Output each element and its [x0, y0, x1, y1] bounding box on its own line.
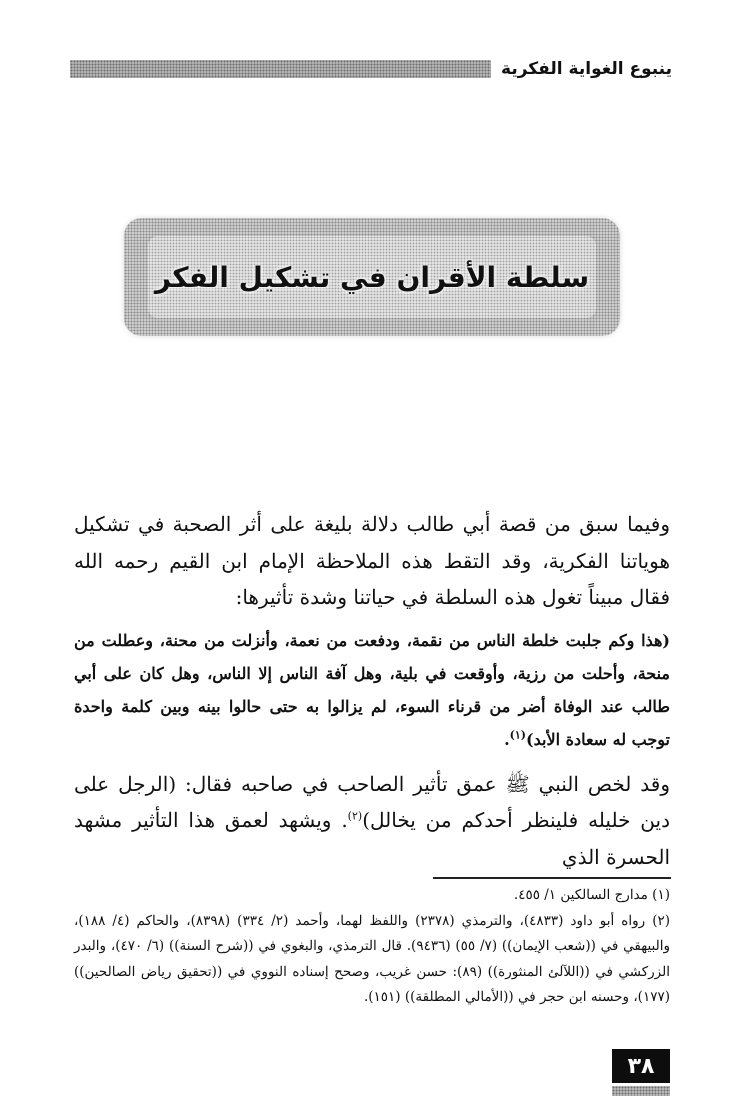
- ibn-qayyim-quote: [74, 624, 670, 756]
- quote-end-punctuation: .: [504, 729, 510, 749]
- running-header-title: ينبوع الغواية الفكرية: [501, 59, 672, 79]
- footnotes: [74, 883, 670, 1011]
- footnote-1: (١) مدارج السالكين ١/ ٤٥٥.: [513, 887, 670, 903]
- footnote-divider: [433, 877, 671, 879]
- running-header: [70, 56, 672, 82]
- footnote-ref-1[interactable]: (١): [509, 728, 527, 742]
- paragraph-2: [74, 766, 670, 876]
- footnote-ref-2[interactable]: (٢): [347, 809, 363, 823]
- paragraph-2-tail: . ويشهد لعمق هذا التأثير مشهد الحسرة الذي: [74, 808, 670, 869]
- page-number-dotted-strip: [612, 1086, 670, 1096]
- footnote-2: (٢) رواه أبو داود (٤٨٣٣)، والترمذي (٢٣٧٨) واللفظ لهما، وأحمد (٢/ ٣٣٤) (٨٣٩٨)، والحاكم (٤/ ١٨٨)، والبيهقي في ((شعب الإيمان)) (٧/ ٥٥) (٩٤٣٦). قال الترمذي، والبغوي في ((شرح السنة)) (٦/ ٤٧٠)، والبدر الزركشي في ((اللآلئ المنثورة)) (٨٩): حسن غريب، وصحح إسناده النووي في ((تحقيق رياض الصالحين)) (١٧٧)، وحسنه ابن حجر في ((الأمالي المطلقة)) (١٥١).: [74, 912, 671, 1005]
- quote-text: (هذا وكم جلبت خلطة الناس من نقمة، ودفعت من نعمة، وأنزلت من محنة، وعطلت من منحة، وأحلت من رزية، وأوقعت في بلية، وهل آفة الناس إلا الناس، وهل كان على أبي طالب عند الوفاة أضر من قرناء السوء، لم يزالوا به حتى حالوا بينه وبين كلمة واحدة توجب له سعادة الأبد): [74, 630, 670, 749]
- chapter-title-inner: [148, 236, 596, 318]
- body-text: [74, 506, 670, 875]
- chapter-title: سلطة الأقران في تشكيل الفكر: [154, 260, 590, 294]
- paragraph-1: وفيما سبق من قصة أبي طالب دلالة بليغة على أثر الصحبة في تشكيل هوياتنا الفكرية، وقد التقط هذه الملاحظة الإمام ابن القيم رحمه الله فقال مبيناً تغول هذه السلطة في حياتنا وشدة تأثيرها:: [74, 512, 670, 609]
- paragraph-2-text: وقد لخص النبي ﷺ عمق تأثير الصاحب في صاحبه فقال: (الرجل على دين خليله فلينظر أحدكم من يخالل): [74, 771, 670, 832]
- header-dotted-bar: [70, 60, 491, 78]
- chapter-title-box: [124, 218, 620, 336]
- page-number: ٣٨: [612, 1049, 670, 1083]
